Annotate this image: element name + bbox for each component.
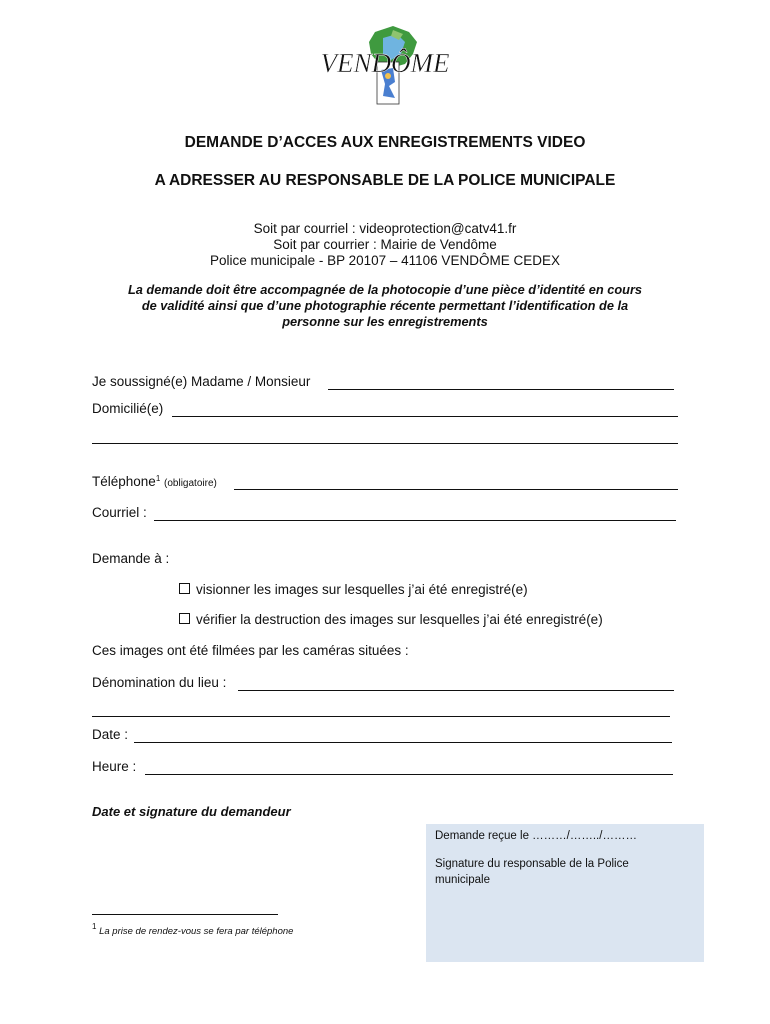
telephone-label xyxy=(92,474,217,489)
footnote-number: 1 xyxy=(92,922,97,931)
telephone-label-text: Téléphone xyxy=(92,474,156,489)
contact-mail-line: Soit par courrier : Mairie de Vendôme xyxy=(273,237,497,252)
domicile-input-line[interactable] xyxy=(172,416,678,417)
courriel-input-line[interactable] xyxy=(154,520,676,521)
option-verifier[interactable] xyxy=(179,612,603,627)
checkbox-verifier[interactable] xyxy=(179,613,190,624)
notice-line-2: de validité ainsi que d’une photographie récente permettant l’identification de la xyxy=(141,298,629,313)
telephone-input-line[interactable] xyxy=(234,489,678,490)
domicile-input-line-2[interactable] xyxy=(92,443,678,444)
notice-line-1: La demande doit être accompagnée de la photocopie d’une pièce d’identité en cours xyxy=(127,282,643,297)
heure-input-line[interactable] xyxy=(145,774,673,775)
contact-address-line: Police municipale - BP 20107 – 41106 VENDÔME CEDEX xyxy=(210,253,560,268)
soussigne-label: Je soussigné(e) Madame / Monsieur xyxy=(92,374,311,389)
cameras-label: Ces images ont été filmées par les caméras situées : xyxy=(92,643,409,658)
date-input-line[interactable] xyxy=(134,742,672,743)
option-visionner[interactable] xyxy=(179,582,528,597)
signature-title: Date et signature du demandeur xyxy=(92,804,291,819)
soussigne-input-line[interactable] xyxy=(328,389,674,390)
date-label: Date : xyxy=(92,727,129,742)
option-verifier-label: vérifier la destruction des images sur lesquelles j’ai été enregistré(e) xyxy=(196,612,603,627)
document-title: DEMANDE D’ACCES AUX ENREGISTREMENTS VIDEO xyxy=(184,134,586,151)
contact-email-line: Soit par courriel : videoprotection@catv41.fr xyxy=(253,221,517,236)
office-signature-line-2: municipale xyxy=(435,874,490,886)
logo-text: VENDÔME xyxy=(320,48,450,78)
lieu-input-line-2[interactable] xyxy=(92,716,670,717)
lieu-label: Dénomination du lieu : xyxy=(92,675,227,690)
checkbox-visionner[interactable] xyxy=(179,583,190,594)
footnote xyxy=(92,922,293,937)
footnote-marker: 1 xyxy=(155,474,161,483)
telephone-note: (obligatoire) xyxy=(164,478,217,489)
demande-label: Demande à : xyxy=(92,551,170,566)
office-signature-line-1: Signature du responsable de la Police xyxy=(435,858,629,870)
heure-label: Heure : xyxy=(92,759,137,774)
courriel-label: Courriel : xyxy=(92,505,147,520)
domicile-label: Domicilié(e) xyxy=(92,401,164,416)
footnote-text: La prise de rendez-vous se fera par téléphone xyxy=(99,926,294,937)
received-date-line: Demande reçue le ………/……../……… xyxy=(435,830,637,842)
notice-line-3: personne sur les enregistrements xyxy=(282,314,488,329)
lieu-input-line[interactable] xyxy=(238,690,674,691)
option-visionner-label: visionner les images sur lesquelles j’ai été enregistré(e) xyxy=(196,582,528,597)
office-use-box xyxy=(426,824,704,962)
document-subtitle: A ADRESSER AU RESPONSABLE DE LA POLICE MUNICIPALE xyxy=(154,172,616,189)
vendome-logo xyxy=(305,24,465,108)
footnote-separator xyxy=(92,914,278,915)
